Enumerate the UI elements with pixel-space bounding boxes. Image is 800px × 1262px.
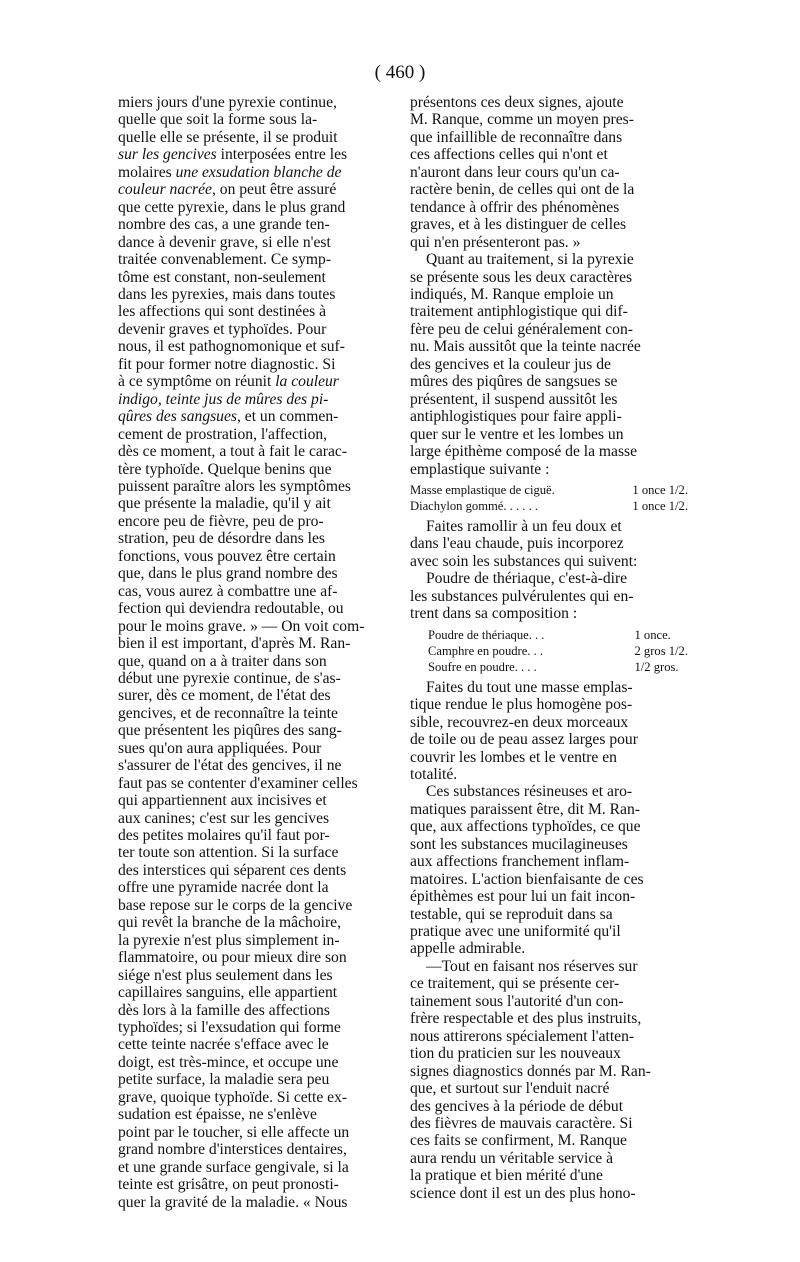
text-line: épithèmes est pour lui un fait incon- [410,888,636,906]
text-line: qui revêt la branche de la mâchoire, [118,914,341,932]
text-line: traitée convenablement. Ce symp- [118,251,332,269]
text-line: qui appartiennent aux incisives et [118,792,327,810]
text-line: et une grande surface gengivale, si la [118,1158,349,1176]
text-line: quer sur le ventre et les lombes un [410,425,624,443]
text-line: stration, peu de désordre dans les [118,530,325,548]
text-line: sible, recouvrez-en deux morceaux [410,713,629,731]
right-column [410,94,688,1202]
text-line: Poudre de thériaque, c'est-à-dire [426,570,628,588]
text-line: signes diagnostics donnés par M. Ran- [410,1062,651,1080]
recipe-table-1 [410,482,688,514]
text-line: que, quand on a à traiter dans son [118,652,327,670]
text-line: nu. Mais aussitôt que la teinte nacrée [410,338,641,356]
recipe-ingredient: Masse emplastique de ciguë. [410,482,555,497]
text-line: trent dans sa composition : [410,605,578,623]
text-line: offre une pyramide nacrée dont la [118,879,329,897]
text-line: nous attirerons spécialement l'atten- [410,1027,635,1045]
text-line: cas, vous aurez à combattre une af- [118,582,338,600]
text-line: ter toute son attention. Si la surface [118,844,339,862]
text-line: des gencives à la période de début [410,1097,624,1115]
text-line: quelle elle se présente, il se produit [118,128,338,146]
text-line: tainement sous l'autorité d'un con- [410,992,624,1010]
text-line: Quant au traitement, si la pyrexie [426,251,634,269]
text-line: matoires. L'action bienfaisante de ces [410,870,644,888]
text-line: présentent, il suspend aussitôt les [410,390,618,408]
text-line: fère peu de celui généralement con- [410,320,633,338]
text-line: couleur nacrée, on peut être assuré [118,181,337,199]
right-column-text-a [410,94,688,478]
text-line: à ce symptôme on réunit la couleur [118,373,339,391]
text-line: fit pour former notre diagnostic. Si [118,355,336,373]
text-line: Faites ramollir à un feu doux et [426,517,622,535]
text-line: miers jours d'une pyrexie continue, [118,94,337,111]
text-line: pour le moins grave. » — On voit com- [118,617,365,635]
text-line: tique rendue le plus homogène pos- [410,696,633,714]
recipe-table-2 [428,627,688,675]
text-line: indiqués, M. Ranque emploie un [410,285,614,303]
text-line: les affections qui sont destinées à [118,303,327,321]
text-line: large épithème composé de la masse [410,443,638,461]
text-line: aux canines; c'est sur les gencives [118,809,330,827]
text-line: que infaillible de reconnaître dans [410,128,623,146]
text-line: frère respectable et des plus instruits, [410,1010,642,1028]
text-line: les substances pulvérulentes qui en- [410,587,634,605]
text-line: point par le toucher, si elle affecte un [118,1123,350,1141]
text-line: siége n'est plus seulement dans les [118,966,333,984]
text-line: nous, il est pathognomonique et suf- [118,338,345,356]
recipe-dose: 1/2 gros. [634,659,679,674]
text-line: avec soin les substances qui suivent: [410,552,638,570]
text-line: antiphlogistiques pour faire appli- [410,408,622,426]
text-line: gencives, et de reconnaître la teinte [118,704,338,722]
text-line: doigt, est très-mince, et occupe une [118,1053,339,1071]
text-line: bien il est important, d'après M. Ran- [118,635,351,653]
text-line: ractère benin, de celles qui ont de la [410,181,635,199]
recipe-ingredient: Poudre de thériaque. . . [428,627,545,642]
text-line: M. Ranque, comme un moyen pres- [410,111,634,129]
text-line: couvrir les lombes et le ventre en [410,748,617,766]
text-line: ces affections celles qui n'ont et [410,146,608,164]
text-line: que, et surtout sur l'enduit nacré [410,1080,610,1098]
text-line: encore peu de fièvre, peu de pro- [118,512,324,530]
text-line: matiques paraissent être, dit M. Ran- [410,800,640,818]
text-line: sudation est épaisse, ne s'enlève [118,1106,317,1124]
text-line: pratique avec une uniformité qu'il [410,923,621,941]
text-line: quelle que soit la forme sous la- [118,111,318,129]
text-line: dance à devenir grave, si elle n'est [118,233,331,251]
text-line: capillaires sanguins, elle appartient [118,984,338,1002]
right-column-text-c [410,679,688,1203]
text-line: devenir graves et typhoïdes. Pour [118,320,327,338]
text-line: base repose sur le corps de la gencive [118,896,353,914]
text-line: que cette pyrexie, dans le plus grand [118,198,346,216]
text-line: quer la gravité de la maladie. « Nous [118,1193,348,1211]
text-line: des petites molaires qu'il faut por- [118,827,330,845]
text-line: grand nombre d'interstices dentaires, [118,1141,347,1159]
text-line: petite surface, la maladie sera peu [118,1071,330,1089]
text-line: s'assurer de l'état des gencives, il ne [118,757,342,775]
text-line: des gencives et la couleur jus de [410,355,611,373]
text-line: Ces substances résineuses et aro- [426,783,633,801]
page-number: ( 460 ) [374,62,426,83]
recipe-dose: 1 once 1/2. [632,482,688,497]
left-column [118,94,392,1211]
text-line: n'auront dans leur cours qu'un ca- [410,163,620,181]
text-line: surer, dès ce moment, de l'état des [118,687,331,705]
right-column-text-b [410,518,688,623]
text-line: que, aux affections typhoïdes, ce que [410,818,641,836]
recipe-dose: 1 once. [634,627,671,642]
text-line: Faites du tout une masse emplas- [426,678,633,696]
text-line: fection qui deviendra redoutable, ou [118,600,344,618]
text-line: sont les substances mucilagineuses [410,835,628,853]
recipe-ingredient: Diachylon gommé. . . . . . [410,498,539,513]
text-line: graves, et à les distinguer de celles [410,216,627,234]
text-line: tôme est constant, non-seulement [118,268,326,286]
text-line: mûres des piqûres de sangsues se [410,373,618,391]
text-line: qui n'en présenteront pas. » [410,233,581,251]
text-line: tère typhoïde. Quelque benins que [118,460,332,478]
recipe-ingredient: Camphre en poudre. . . [428,643,544,658]
recipe-ingredient: Soufre en poudre. . . . [428,659,537,674]
text-line: faut pas se contenter d'examiner celles [118,774,358,792]
text-line: science dont il est un des plus hono- [410,1184,636,1202]
text-line: —Tout en faisant nos réserves sur [426,957,638,975]
text-line: ces faits se confirment, M. Ranque [410,1132,627,1150]
recipe-dose: 2 gros 1/2. [634,643,688,658]
text-line: la pyrexie n'est plus simplement in- [118,931,340,949]
text-line: des fièvres de mauvais caractère. Si [410,1115,633,1133]
text-line: puissent paraître alors les symptômes [118,477,351,495]
text-line: que présente la maladie, qu'il y ait [118,495,331,513]
text-line: se présente sous les deux caractères [410,268,633,286]
text-line: indigo, teinte jus de mûres des pi- [118,390,329,408]
text-line: testable, qui se reproduit dans sa [410,905,613,923]
text-line: ce traitement, qui se présente cer- [410,975,620,993]
text-line: présentons ces deux signes, ajoute [410,94,624,111]
text-line: traitement antiphlogistique qui dif- [410,303,628,321]
text-line: que présentent les piqûres des sang- [118,722,342,740]
text-line: tion du praticien sur les nouveaux [410,1045,621,1063]
text-line: aux affections franchement inflam- [410,853,630,871]
text-line: cette teinte nacrée s'efface avec le [118,1036,329,1054]
text-line: dans l'eau chaude, puis incorporez [410,535,624,553]
text-line: fonctions, vous pouvez être certain [118,547,336,565]
text-line: cement de prostration, l'affection, [118,425,328,443]
text-line: que, dans le plus grand nombre des [118,565,338,583]
text-line: la pratique et bien mérité d'une [410,1167,603,1185]
text-line: début une pyrexie continue, de s'as- [118,669,341,687]
text-line: aura rendu un véritable service à [410,1149,614,1167]
text-line: sur les gencives interposées entre les [118,146,348,164]
text-line: totalité. [410,765,458,783]
text-line: sues qu'on aura appliquées. Pour [118,739,322,757]
recipe-dose: 1 once 1/2. [632,498,688,513]
text-line: appelle admirable. [410,940,526,958]
text-line: typhoïdes; si l'exsudation qui forme [118,1019,341,1037]
text-line: qûres des sangsues, et un commen- [118,408,339,426]
text-line: nombre des cas, a une grande ten- [118,216,330,234]
text-line: dès lors à la famille des affections [118,1001,330,1019]
text-line: flammatoire, ou pour mieux dire son [118,949,347,967]
text-line: molaires une exsudation blanche de [118,163,342,181]
text-line: emplastique suivante : [410,460,550,478]
text-line: dans les pyrexies, mais dans toutes [118,285,336,303]
text-line: tendance à offrir des phénomènes [410,198,620,216]
text-line: teinte est grisâtre, on peut pronosti- [118,1176,339,1194]
text-line: dès ce moment, a tout à fait le carac- [118,443,348,461]
text-line: de toile ou de peau assez larges pour [410,731,638,749]
text-line: grave, quoique typhoïde. Si cette ex- [118,1088,348,1106]
text-line: des interstices qui séparent ces dents [118,861,347,879]
